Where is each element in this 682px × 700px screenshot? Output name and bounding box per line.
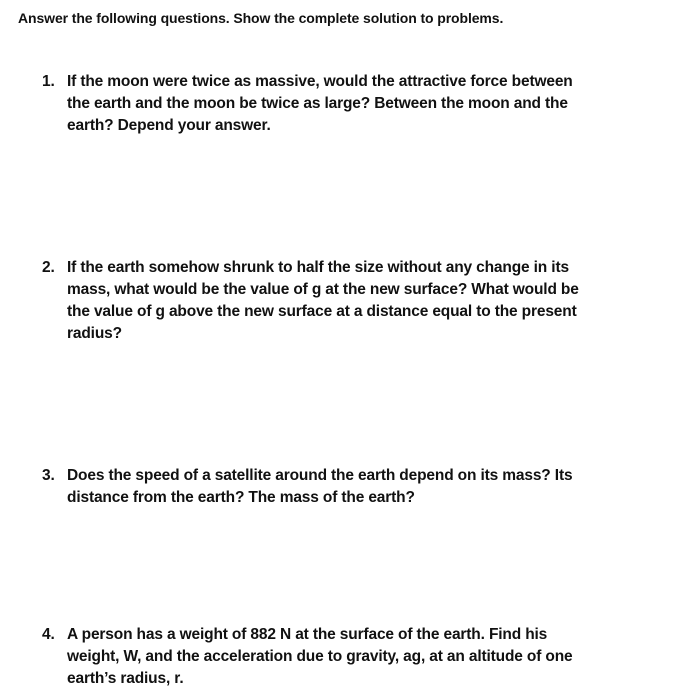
question-text [67,71,642,137]
question-4 [42,624,642,690]
question-line: the value of g above the new surface at a distance equal to the present [67,303,577,320]
question-line: Does the speed of a satellite around the earth depend on its mass? Its [67,467,573,484]
question-line: If the earth somehow shrunk to half the size without any change in its [67,259,569,276]
question-line: A person has a weight of 882 N at the surface of the earth. Find his [67,626,548,643]
question-line: earth’s radius, r. [67,670,184,687]
question-text [67,257,642,345]
question-1 [42,71,642,137]
question-line: mass, what would be the value of g at the new surface? What would be [67,281,579,298]
question-line: earth? Depend your answer. [67,117,271,134]
question-number: 2. [42,259,55,276]
question-number: 3. [42,467,55,484]
question-text [67,624,642,690]
instructions-heading: Answer the following questions. Show the complete solution to problems. [18,10,504,26]
question-number: 4. [42,626,55,643]
question-line: radius? [67,325,122,342]
question-3 [42,465,642,509]
question-line: distance from the earth? The mass of the earth? [67,489,415,506]
question-text [67,465,642,509]
question-number: 1. [42,73,55,90]
question-2 [42,257,642,345]
question-line: the earth and the moon be twice as large? Between the moon and the [67,95,568,112]
question-line: If the moon were twice as massive, would the attractive force between [67,73,573,90]
question-line: weight, W, and the acceleration due to gravity, ag, at an altitude of one [67,648,573,665]
